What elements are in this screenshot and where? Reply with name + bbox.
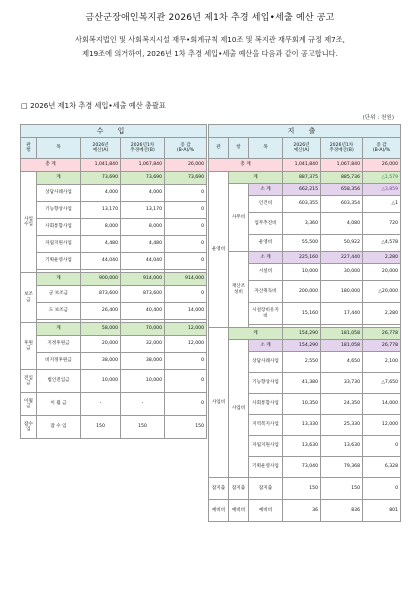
- table-cell: 자산취득비: [249, 281, 283, 303]
- group-label: 후원금: [21, 323, 37, 370]
- table-cell: 885,736: [321, 172, 363, 184]
- table-cell: 26,778: [363, 340, 401, 352]
- table-cell: 25,330: [321, 415, 363, 436]
- table-row: [209, 252, 401, 264]
- col-mok: 목: [37, 138, 81, 159]
- col-budget-b: 2026년1차 추경예산(B): [321, 138, 363, 159]
- expense-header: 지 출: [209, 125, 401, 138]
- table-cell: 예비비: [229, 500, 249, 522]
- table-row: [209, 172, 401, 184]
- notice-intro: [30, 33, 390, 61]
- table-cell: 소 계: [249, 184, 283, 196]
- table-row: [209, 478, 401, 500]
- table-cell: 10,000: [81, 370, 121, 393]
- table-cell: 180,000: [321, 281, 363, 303]
- table-cell: 법인전입금: [37, 370, 81, 393]
- table-cell: 658,356: [321, 184, 363, 196]
- table-cell: 8,000: [121, 219, 165, 236]
- table-cell: 13,170: [81, 202, 121, 219]
- table-cell: 13,630: [321, 436, 363, 457]
- gwan-label: 사업비: [209, 328, 229, 478]
- table-cell: 603,354: [321, 196, 363, 213]
- table-cell: 150: [81, 416, 121, 439]
- table-cell: 3,360: [283, 213, 321, 235]
- table-cell: 14,000: [165, 303, 207, 320]
- table-cell: 44,040: [121, 253, 165, 270]
- table-cell: 소 계: [249, 340, 283, 352]
- table-cell: 33,730: [321, 373, 363, 394]
- group-label: 보조금: [21, 273, 37, 323]
- table-row: [209, 340, 401, 352]
- table-cell: 225,160: [283, 252, 321, 264]
- table-cell: 잡지출: [209, 478, 229, 500]
- table-cell: 상담사례사업: [249, 352, 283, 373]
- table-cell: 17,440: [321, 303, 363, 325]
- table-cell: 150: [283, 478, 321, 500]
- revenue-table: [20, 124, 207, 439]
- notice-title: 금산군장애인복지관 2026년 제1차 추경 세입•세출 예산 공고: [85, 13, 335, 23]
- table-cell: 24,350: [321, 394, 363, 415]
- intro-line-1: 사회복지법인 및 사회복지시설 재무•회계규칙 제10조 및 복지관 재무회계 규정 제7조,: [75, 35, 345, 44]
- table-cell: 기획운영사업: [37, 253, 81, 270]
- table-row: [21, 416, 207, 439]
- table-cell: 잡지출: [229, 478, 249, 500]
- table-cell: -: [121, 393, 165, 416]
- table-row: [21, 393, 207, 416]
- table-cell: 26,000: [363, 159, 401, 172]
- col-gwan: 관: [209, 138, 229, 159]
- table-cell: 예비비: [209, 500, 229, 522]
- table-cell: 154,290: [283, 340, 321, 352]
- table-cell: △20,000: [363, 281, 401, 303]
- table-cell: 14,000: [363, 394, 401, 415]
- table-row: [21, 236, 207, 253]
- table-row: [21, 353, 207, 370]
- table-cell: 10,000: [121, 370, 165, 393]
- col-gwan-hang: 관 항: [21, 138, 37, 159]
- table-cell: 227,440: [321, 252, 363, 264]
- table-cell: 4,650: [321, 352, 363, 373]
- table-cell: 0: [165, 219, 207, 236]
- table-cell: 0: [165, 393, 207, 416]
- table-cell: 0: [165, 236, 207, 253]
- expense-total-row: [209, 159, 401, 172]
- table-cell: 0: [165, 185, 207, 202]
- table-row: [209, 328, 401, 340]
- expense-column-header: [209, 138, 401, 159]
- table-cell: 154,290: [283, 328, 321, 340]
- table-cell: 914,000: [121, 273, 165, 286]
- table-cell: 계: [229, 172, 283, 184]
- table-cell: △7,650: [363, 373, 401, 394]
- table-cell: 사회통합사업: [249, 394, 283, 415]
- table-cell: 계: [37, 273, 81, 286]
- table-cell: 2,100: [363, 352, 401, 373]
- table-cell: 38,000: [81, 353, 121, 370]
- table-cell: 0: [165, 202, 207, 219]
- table-row: [21, 370, 207, 393]
- table-row: [21, 185, 207, 202]
- table-cell: 150: [121, 416, 165, 439]
- col-mok: 목: [249, 138, 283, 159]
- table-cell: 계: [37, 172, 81, 185]
- table-cell: 지역복지사업: [249, 415, 283, 436]
- table-cell: 10,000: [283, 264, 321, 281]
- table-cell: 4,000: [81, 185, 121, 202]
- table-cell: 0: [165, 253, 207, 270]
- table-cell: 20,000: [81, 336, 121, 353]
- table-cell: -: [81, 393, 121, 416]
- table-cell: 소 계: [249, 252, 283, 264]
- total-label: 총 계: [209, 159, 283, 172]
- table-cell: 자립지원사업: [37, 236, 81, 253]
- table-cell: 0: [363, 478, 401, 500]
- table-cell: 업무추진비: [249, 213, 283, 235]
- table-cell: 2,280: [363, 303, 401, 325]
- table-cell: 0: [363, 436, 401, 457]
- table-cell: △4,578: [363, 235, 401, 252]
- table-cell: 1,067,840: [321, 159, 363, 172]
- table-cell: 181,058: [321, 328, 363, 340]
- revenue-total-row: [21, 159, 207, 172]
- table-cell: △3,859: [363, 184, 401, 196]
- table-cell: 계: [37, 323, 81, 336]
- table-cell: 50,922: [321, 235, 363, 252]
- hang-label: 사업비: [229, 340, 249, 478]
- table-cell: 38,000: [121, 353, 165, 370]
- table-cell: 73,690: [165, 172, 207, 185]
- table-cell: 8,000: [81, 219, 121, 236]
- table-row: [21, 323, 207, 336]
- table-cell: 13,330: [283, 415, 321, 436]
- table-cell: 720: [363, 213, 401, 235]
- table-row: [209, 184, 401, 196]
- table-cell: 32,000: [121, 336, 165, 353]
- table-cell: △1,579: [363, 172, 401, 184]
- table-cell: 0: [165, 286, 207, 303]
- table-cell: 603,355: [283, 196, 321, 213]
- table-cell: 4,080: [321, 213, 363, 235]
- table-cell: 자립지원사업: [249, 436, 283, 457]
- table-cell: 도 보조금: [37, 303, 81, 320]
- table-cell: 150: [165, 416, 207, 439]
- table-cell: 기능향상사업: [249, 373, 283, 394]
- group-label: 사업수입: [21, 172, 37, 273]
- expense-table: [208, 124, 401, 522]
- table-row: [21, 286, 207, 303]
- table-cell: 20,000: [363, 264, 401, 281]
- table-cell: 4,480: [121, 236, 165, 253]
- table-cell: 13,170: [121, 202, 165, 219]
- table-row: [21, 336, 207, 353]
- table-cell: 시설장비유지비: [249, 303, 283, 325]
- table-cell: 73,690: [81, 172, 121, 185]
- table-cell: 예비비: [249, 500, 283, 522]
- table-cell: 인건비: [249, 196, 283, 213]
- table-row: [21, 172, 207, 185]
- table-cell: 26,778: [363, 328, 401, 340]
- table-cell: 잡 수 입: [37, 416, 81, 439]
- table-cell: 상담사례사업: [37, 185, 81, 202]
- table-cell: 1,067,840: [121, 159, 165, 172]
- table-cell: 55,500: [283, 235, 321, 252]
- table-cell: 44,040: [81, 253, 121, 270]
- table-row: [21, 219, 207, 236]
- table-cell: 운영비: [249, 235, 283, 252]
- table-cell: 12,000: [165, 323, 207, 336]
- col-budget-a: 2026년 예산(A): [283, 138, 321, 159]
- intro-line-2: 제19조에 의거하여, 2026년 1차 추경 세입•세출 예산을 다음과 같이 공고합니다.: [82, 49, 338, 58]
- table-cell: 662,215: [283, 184, 321, 196]
- table-row: [21, 202, 207, 219]
- table-cell: 1,041,840: [283, 159, 321, 172]
- table-cell: 사회통합사업: [37, 219, 81, 236]
- table-cell: 2,280: [363, 252, 401, 264]
- table-row: [21, 303, 207, 320]
- table-cell: 150: [321, 478, 363, 500]
- col-change: 증 감 (B-A)/%: [363, 138, 401, 159]
- table-cell: 40,400: [121, 303, 165, 320]
- table-cell: 836: [321, 500, 363, 522]
- table-cell: 잡지출: [249, 478, 283, 500]
- table-cell: 1,041,840: [81, 159, 121, 172]
- table-cell: 지정후원금: [37, 336, 81, 353]
- table-cell: 41,380: [283, 373, 321, 394]
- table-cell: 12,000: [363, 415, 401, 436]
- table-cell: 73,690: [121, 172, 165, 185]
- unit-label: (단위 : 천원): [362, 115, 394, 121]
- table-row: [209, 500, 401, 522]
- table-cell: 181,058: [321, 340, 363, 352]
- table-cell: 시설비: [249, 264, 283, 281]
- table-cell: 13,630: [283, 436, 321, 457]
- table-cell: 200,000: [283, 281, 321, 303]
- col-budget-a: 2026년 예산(A): [81, 138, 121, 159]
- table-cell: 900,000: [81, 273, 121, 286]
- table-cell: 873,600: [81, 286, 121, 303]
- gwan-label: 운영비: [209, 172, 229, 328]
- group-label: 잡수입: [21, 416, 37, 439]
- table-cell: 기획운영사업: [249, 457, 283, 478]
- col-change: 증 감 (B-A)/%: [165, 138, 207, 159]
- table-cell: 이 월 금: [37, 393, 81, 416]
- table-cell: 26,000: [165, 159, 207, 172]
- table-cell: 0: [165, 353, 207, 370]
- table-cell: 15,160: [283, 303, 321, 325]
- table-cell: 73,040: [283, 457, 321, 478]
- revenue-header: 수 입: [21, 125, 207, 138]
- table-cell: 30,000: [321, 264, 363, 281]
- table-cell: 801: [363, 500, 401, 522]
- table-cell: 70,000: [121, 323, 165, 336]
- table-cell: 26,400: [81, 303, 121, 320]
- table-row: [21, 253, 207, 270]
- table-cell: 58,000: [81, 323, 121, 336]
- table-cell: 6,328: [363, 457, 401, 478]
- col-budget-b: 2026년1차 추경예산(B): [121, 138, 165, 159]
- table-cell: 36: [283, 500, 321, 522]
- table-cell: 4,480: [81, 236, 121, 253]
- hang-label: 재산조성비: [229, 252, 249, 328]
- table-cell: 비지정후원금: [37, 353, 81, 370]
- table-cell: 계: [229, 328, 283, 340]
- hang-label: 사무비: [229, 184, 249, 252]
- table-cell: 군 보조금: [37, 286, 81, 303]
- group-label: 전입금: [21, 370, 37, 393]
- table-cell: 873,600: [121, 286, 165, 303]
- table-cell: 2,550: [283, 352, 321, 373]
- table-cell: 4,000: [121, 185, 165, 202]
- table-cell: 914,000: [165, 273, 207, 286]
- total-label: 총 계: [21, 159, 81, 172]
- table-cell: △1: [363, 196, 401, 213]
- table-row: [21, 273, 207, 286]
- col-hang: 항: [229, 138, 249, 159]
- group-label: 이월금: [21, 393, 37, 416]
- section-heading: □ 2026년 제1차 추경 세입•세출 예산 총괄표: [21, 101, 166, 110]
- table-cell: 기능향상사업: [37, 202, 81, 219]
- table-cell: 10,350: [283, 394, 321, 415]
- table-cell: 887,375: [283, 172, 321, 184]
- table-cell: 79,368: [321, 457, 363, 478]
- revenue-column-header: [21, 138, 207, 159]
- table-cell: 12,000: [165, 336, 207, 353]
- table-cell: 0: [165, 370, 207, 393]
